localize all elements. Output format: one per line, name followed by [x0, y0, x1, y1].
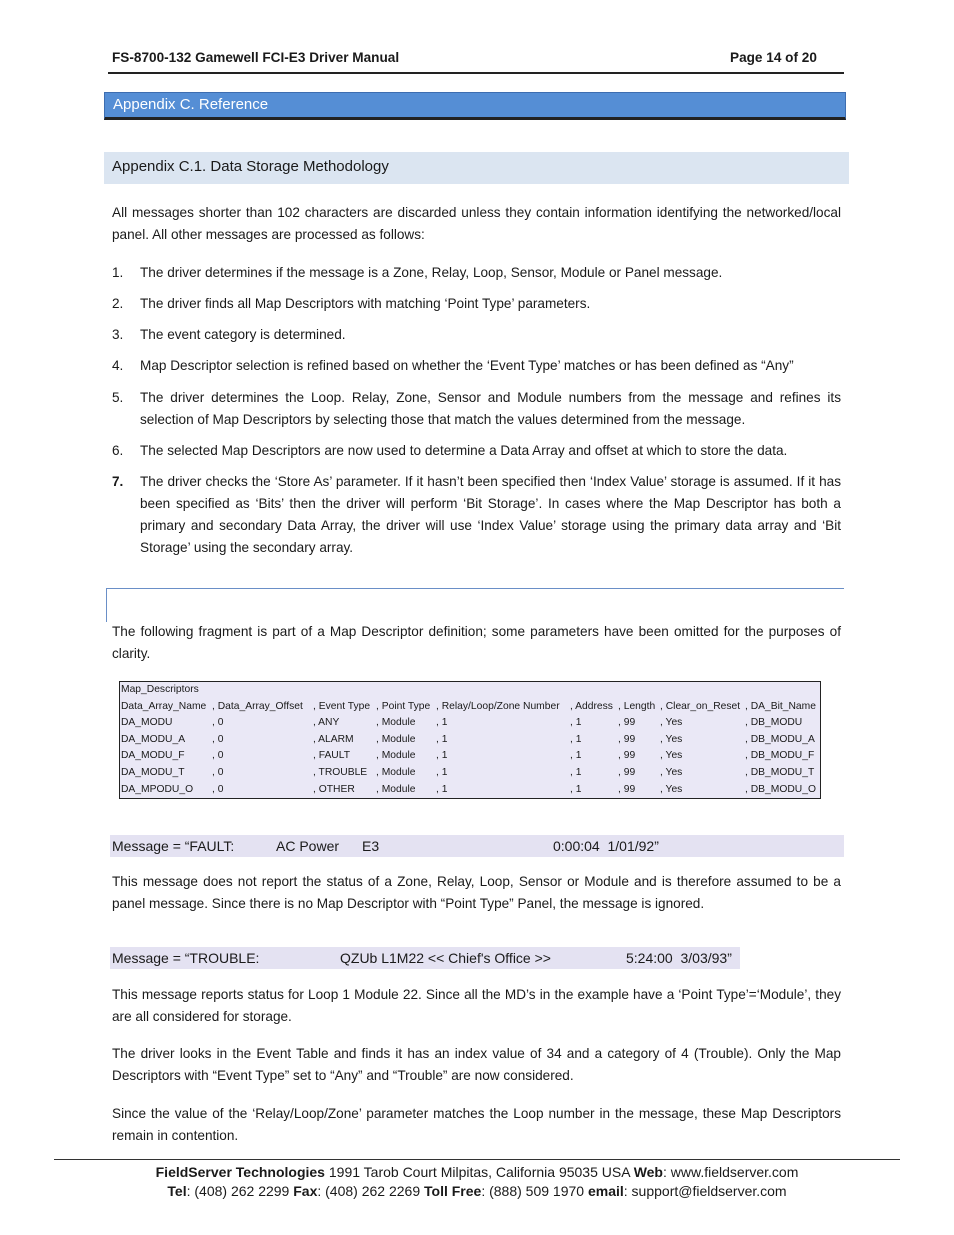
section-heading-box	[106, 588, 844, 622]
table-cell: , Yes	[660, 750, 683, 762]
footer-tel-label: Tel	[167, 1183, 187, 1199]
message-example-trouble	[110, 947, 740, 969]
table-cell: , 0	[212, 766, 224, 778]
column-header: , Point Type	[376, 700, 431, 712]
footer-tollfree: : (888) 509 1970	[481, 1183, 588, 1199]
table-cell: , DB_MODU_F	[745, 750, 815, 762]
list-text: The driver finds all Map Descriptors with matching ‘Point Type’ parameters.	[140, 296, 591, 311]
table-cell: DA_MODU_T	[121, 766, 185, 778]
table-cell: , OTHER	[313, 783, 355, 795]
list-text: The driver checks the ‘Store As’ parameter. If it hasn’t been specified then ‘Index Value’ storage is assumed. If it has been specified as ‘Bits’ then the driver will perform ‘Bit Storage’. In cases where the Map Descriptor has both a primary and secondary Data Array, the driver will use ‘Index Value’ storage using the primary data array and ‘Bit Storage’ using the secondary array.	[140, 474, 841, 555]
table-cell: , 1	[570, 733, 582, 745]
footer-tollfree-label: Toll Free	[424, 1183, 482, 1199]
map-descriptor-table	[119, 681, 821, 799]
message-part: 0:00:04 1/01/92”	[553, 838, 659, 854]
table-cell: , DB_MODU_A	[745, 733, 815, 745]
table-cell: DA_MODU_A	[121, 733, 186, 745]
list-item	[112, 324, 841, 346]
column-header: , Relay/Loop/Zone Number	[436, 700, 560, 712]
footer-address-line	[0, 1163, 954, 1181]
fragment-intro-paragraph: The following fragment is part of a Map Descriptor definition; some parameters have been omitted for the purposes of clarity.	[112, 624, 841, 661]
table-cell: , 0	[212, 717, 224, 729]
footer-web: : www.fieldserver.com	[663, 1164, 799, 1180]
table-cell: , Yes	[660, 733, 683, 745]
table-cell: , DB_MODU	[745, 717, 803, 729]
footer-fax-label: Fax	[293, 1183, 318, 1199]
table-cell: , 0	[212, 783, 224, 795]
table-cell: , TROUBLE	[313, 766, 368, 778]
table-cell: , 1	[570, 783, 582, 795]
table-cell: , Yes	[660, 766, 683, 778]
list-number: 1.	[112, 265, 124, 280]
message-part: E3	[362, 838, 380, 854]
table-cell: , Yes	[660, 783, 683, 795]
column-header: , Clear_on_Reset	[660, 700, 741, 712]
table-cell: , ANY	[313, 717, 340, 729]
footer-email-label: email	[587, 1183, 624, 1199]
list-number: 2.	[112, 296, 124, 311]
table-cell: , 99	[618, 766, 636, 778]
footer-address: 1991 Tarob Court Milpitas, California 95035 USA	[324, 1164, 634, 1180]
list-number: 4.	[112, 358, 124, 373]
table-row	[120, 748, 820, 765]
footer-fax: : (408) 262 2269	[317, 1183, 424, 1199]
list-item	[112, 355, 841, 377]
table-title-row	[120, 682, 820, 699]
list-item	[112, 262, 841, 284]
message-part: QZUb L1M22 << Chief's Office >>	[340, 950, 551, 966]
table-cell: , 1	[436, 717, 448, 729]
table-row	[120, 765, 820, 782]
table-cell: , 0	[212, 750, 224, 762]
footer-divider	[54, 1159, 900, 1160]
table-cell: , 1	[570, 750, 582, 762]
table-cell: , 1	[570, 717, 582, 729]
table-cell: , DB_MODU_T	[745, 766, 815, 778]
column-header: , Data_Array_Offset	[212, 700, 303, 712]
list-text: The event category is determined.	[140, 327, 346, 342]
table-cell: , 1	[436, 783, 448, 795]
list-item	[112, 471, 841, 559]
table-cell: DA_MODU	[121, 717, 173, 729]
message-label: Message = “FAULT:	[112, 838, 235, 854]
table-cell: , 99	[618, 750, 636, 762]
document-title: FS-8700-132 Gamewell FCI-E3 Driver Manual	[112, 50, 400, 65]
message2-paragraph: This message reports status for Loop 1 Module 22. Since all the MD’s in the example have a ‘Point Type’=‘Module’, they are all considered for storage.	[112, 987, 841, 1024]
page-number: Page 14 of 20	[730, 50, 817, 65]
list-item	[112, 440, 841, 462]
footer-email: : support@fieldserver.com	[623, 1183, 787, 1199]
column-header: Data_Array_Name	[121, 700, 207, 712]
table-cell: , Module	[376, 733, 416, 745]
table-row	[120, 715, 820, 732]
list-text: The driver determines if the message is a Zone, Relay, Loop, Sensor, Module or Panel message.	[140, 265, 723, 280]
list-item	[112, 387, 841, 431]
message1-explanation: This message does not report the status of a Zone, Relay, Loop, Sensor or Module and is therefore assumed to be a panel message. Since there is no Map Descriptor with “Point Type” Panel, the message is ignored.	[112, 874, 841, 911]
table-cell: DA_MODU_F	[121, 750, 185, 762]
list-item	[112, 293, 841, 315]
table-cell: , 0	[212, 733, 224, 745]
table-cell: , Module	[376, 783, 416, 795]
message-part: AC Power	[276, 838, 340, 854]
table-cell: , 99	[618, 717, 636, 729]
table-row	[120, 782, 820, 799]
list-text: Map Descriptor selection is refined based on whether the ‘Event Type’ matches or has been defined as “Any”	[140, 358, 794, 373]
footer-contact-line	[0, 1182, 954, 1200]
column-header: , Address	[570, 700, 613, 712]
table-cell: , 1	[570, 766, 582, 778]
message-example-fault	[110, 835, 844, 857]
table-title: Map_Descriptors	[121, 684, 199, 695]
table-cell: , Module	[376, 766, 416, 778]
list-number: 5.	[112, 390, 124, 405]
column-header: , Length	[618, 700, 656, 712]
list-number: 6.	[112, 443, 124, 458]
table-cell: , Module	[376, 750, 416, 762]
list-text: The driver determines the Loop. Relay, Zone, Sensor and Module numbers from the message and refines its selection of Map Descriptors by selecting those that match the values determined from the message.	[140, 390, 841, 427]
message2-paragraph: Since the value of the ‘Relay/Loop/Zone’ parameter matches the Loop number in the message, these Map Descriptors remain in contention.	[112, 1106, 841, 1143]
table-cell: , 1	[436, 766, 448, 778]
list-number: 3.	[112, 327, 124, 342]
column-header: , DA_Bit_Name	[745, 700, 816, 712]
table-cell: , FAULT	[313, 750, 350, 762]
list-text: The selected Map Descriptors are now used to determine a Data Array and offset at which to store the data.	[140, 443, 788, 458]
message-label: Message = “TROUBLE:	[112, 950, 260, 966]
footer-tel: : (408) 262 2299	[186, 1183, 294, 1199]
list-number: 7.	[112, 474, 124, 489]
table-header-row	[120, 699, 820, 716]
table-cell: , ALARM	[313, 733, 354, 745]
table-cell: , Yes	[660, 717, 683, 729]
table-cell: DA_MPODU_O	[121, 783, 194, 795]
table-row	[120, 732, 820, 749]
message2-paragraph: The driver looks in the Event Table and finds it has an index value of 34 and a category of 4 (Trouble). Only the Map Descriptors with “Event Type” set to “Any” and “Trouble” are now considered.	[112, 1046, 841, 1083]
footer-company: FieldServer Technologies	[155, 1164, 325, 1180]
header-divider	[108, 72, 844, 74]
footer-web-label: Web	[633, 1164, 663, 1180]
table-cell: , 99	[618, 783, 636, 795]
table-cell: , 1	[436, 750, 448, 762]
table-cell: , DB_MODU_O	[745, 783, 816, 795]
table-cell: , 1	[436, 733, 448, 745]
subsection-heading: Appendix C.1. Data Storage Methodology	[104, 152, 849, 184]
table-cell: , 99	[618, 733, 636, 745]
table-cell: , Module	[376, 717, 416, 729]
message-part: 5:24:00 3/03/93”	[626, 950, 732, 966]
appendix-heading: Appendix C. Reference	[104, 92, 846, 120]
column-header: , Event Type	[313, 700, 371, 712]
intro-paragraph: All messages shorter than 102 characters are discarded unless they contain information identifying the networked/local panel. All other messages are processed as follows:	[112, 205, 841, 242]
